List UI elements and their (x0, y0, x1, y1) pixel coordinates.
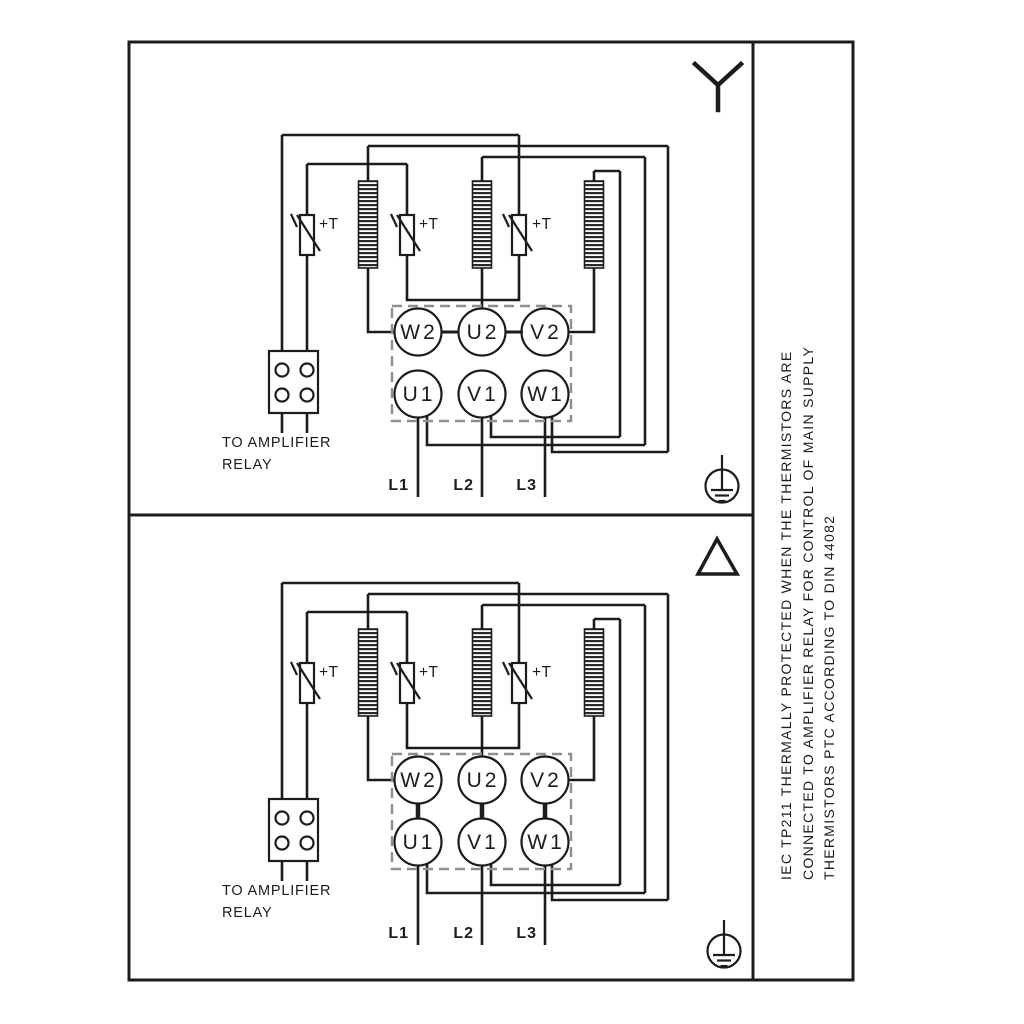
terminal-v2-label: V2 (530, 321, 562, 344)
winding-coil-w (359, 181, 378, 268)
panel-delta-connection (129, 515, 753, 980)
motor-wiring-net (222, 135, 668, 497)
ptc-thermistors (291, 214, 552, 255)
side-note-column (753, 42, 853, 980)
terminal-v1-label: V1 (467, 383, 499, 406)
thermistor-3 (503, 214, 552, 255)
supply-l1-label: L1 (388, 477, 409, 494)
winding-coil-u (473, 181, 492, 268)
motor-wiring-net-delta (222, 583, 668, 945)
thermistor-label: +T (419, 216, 439, 233)
delta-terminal-links (418, 803, 545, 819)
terminal-board (392, 306, 571, 421)
earth-symbol-bottom (708, 920, 741, 968)
supply-l3-label: L3 (516, 477, 537, 494)
side-note-line3: THERMISTORS PTC ACCORDING TO DIN 44082 (821, 514, 837, 880)
side-note-line2: CONNECTED TO AMPLIFIER RELAY FOR CONTROL OF MAIN SUPPLY (800, 345, 816, 880)
amplifier-relay-connector (269, 351, 318, 413)
panel-star-connection (129, 42, 753, 515)
terminal-w1-label: W1 (527, 383, 565, 406)
relay-caption-line1: TO AMPLIFIER (222, 435, 332, 451)
winding-coil-v (585, 181, 604, 268)
terminal-w2-label: W2 (400, 321, 438, 344)
thermistor-2 (391, 214, 439, 255)
relay-caption-line2: RELAY (222, 457, 273, 473)
delta-connection-icon (698, 539, 737, 574)
terminal-u2-label: U2 (466, 321, 500, 344)
thermistor-label: +T (319, 216, 339, 233)
thermistor-label: +T (532, 216, 552, 233)
thermistor-1 (291, 214, 339, 255)
earth-symbol-top (706, 455, 739, 503)
supply-l2-label: L2 (453, 477, 474, 494)
side-note-line1: IEC TP211 THERMALLY PROTECTED WHEN THE THERMISTORS ARE (778, 350, 794, 880)
star-connection-icon (695, 64, 741, 110)
terminal-u1-label: U1 (402, 383, 436, 406)
